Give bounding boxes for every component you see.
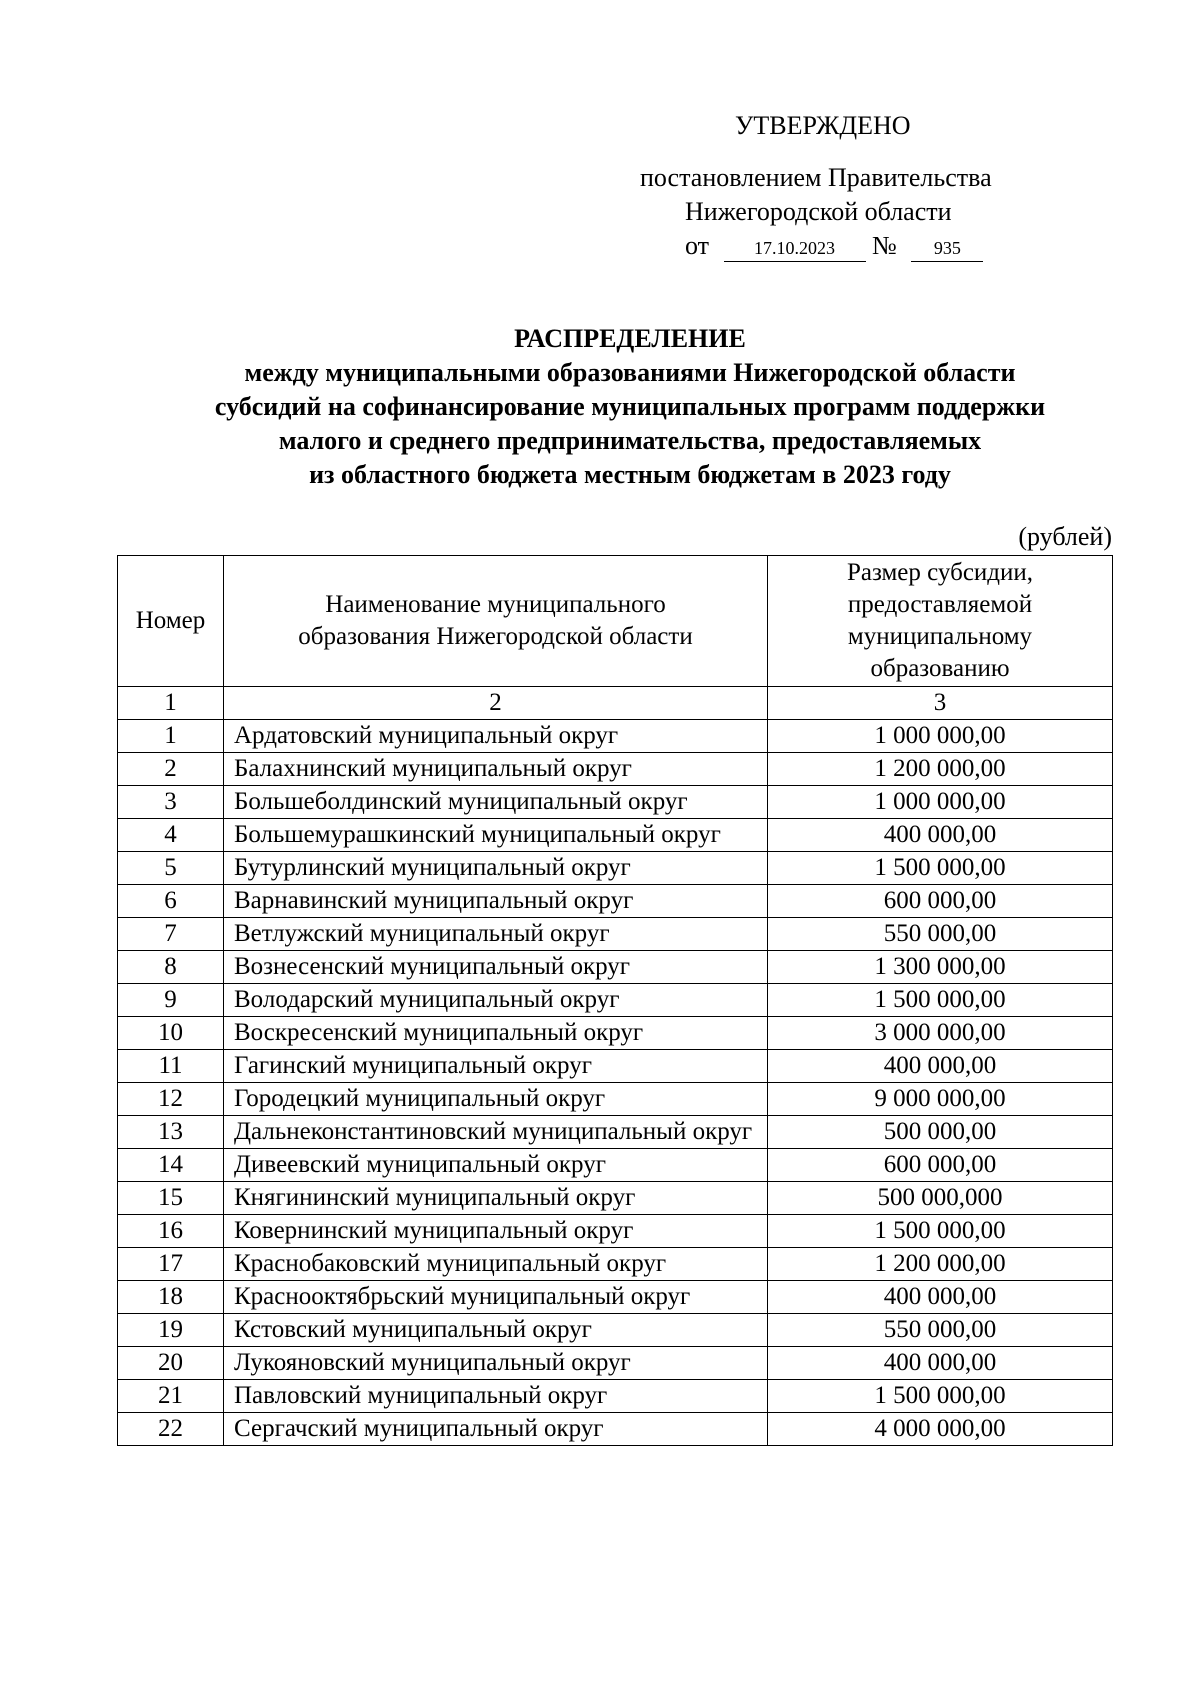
header-amount-text: Размер субсидии, предоставляемой муниципальному образованию (846, 559, 1034, 682)
row-amount: 400 000,00 (768, 1347, 1113, 1380)
header-name-text: Наименование муниципального образования Нижегородской области (298, 591, 693, 650)
row-number: 16 (118, 1215, 224, 1248)
table-row (118, 1017, 1113, 1050)
number-label: № (872, 231, 897, 260)
table-row (118, 1050, 1113, 1083)
row-municipality: Ардатовский муниципальный округ (224, 720, 768, 753)
column-index: 3 (768, 687, 1113, 720)
approval-line-1: постановлением Правительства (640, 163, 992, 192)
row-amount: 400 000,00 (768, 1281, 1113, 1314)
row-municipality: Ковернинский муниципальный округ (224, 1215, 768, 1248)
units-label: (рублей) (1018, 522, 1112, 551)
table-row (118, 1314, 1113, 1347)
row-amount: 600 000,00 (768, 1149, 1113, 1182)
approval-date-line (685, 228, 983, 264)
row-amount: 500 000,00 (768, 1116, 1113, 1149)
approval-number: 935 (911, 235, 983, 262)
table-row (118, 885, 1113, 918)
table-row (118, 1413, 1113, 1446)
table-row (118, 753, 1113, 786)
document-title (100, 322, 1160, 492)
table-row (118, 1149, 1113, 1182)
header-number: Номер (118, 556, 224, 687)
row-number: 6 (118, 885, 224, 918)
row-number: 20 (118, 1347, 224, 1380)
table-row (118, 1116, 1113, 1149)
row-municipality: Сергачский муниципальный округ (224, 1413, 768, 1446)
row-number: 8 (118, 951, 224, 984)
row-number: 12 (118, 1083, 224, 1116)
table-row (118, 1380, 1113, 1413)
table-row (118, 1083, 1113, 1116)
column-index: 2 (224, 687, 768, 720)
row-amount: 1 000 000,00 (768, 720, 1113, 753)
row-number: 19 (118, 1314, 224, 1347)
header-amount (768, 556, 1113, 687)
row-municipality: Варнавинский муниципальный округ (224, 885, 768, 918)
header-name (224, 556, 768, 687)
title-heading: РАСПРЕДЕЛЕНИЕ (514, 324, 746, 353)
row-number: 7 (118, 918, 224, 951)
row-amount: 1 500 000,00 (768, 1380, 1113, 1413)
row-municipality: Дальнеконстантиновский муниципальный округ (224, 1116, 768, 1149)
row-number: 4 (118, 819, 224, 852)
table-row (118, 1347, 1113, 1380)
title-line: субсидий на софинансирование муниципальных программ поддержки (214, 392, 1046, 421)
table-row (118, 1248, 1113, 1281)
row-number: 3 (118, 786, 224, 819)
row-number: 17 (118, 1248, 224, 1281)
row-number: 10 (118, 1017, 224, 1050)
subsidy-table (117, 555, 1113, 1446)
row-municipality: Гагинский муниципальный округ (224, 1050, 768, 1083)
row-number: 5 (118, 852, 224, 885)
table-row (118, 786, 1113, 819)
row-amount: 1 200 000,00 (768, 753, 1113, 786)
row-municipality: Дивеевский муниципальный округ (224, 1149, 768, 1182)
row-amount: 1 500 000,00 (768, 1215, 1113, 1248)
row-amount: 600 000,00 (768, 885, 1113, 918)
table-row (118, 918, 1113, 951)
row-amount: 1 500 000,00 (768, 852, 1113, 885)
row-municipality: Балахнинский муниципальный округ (224, 753, 768, 786)
table-row (118, 951, 1113, 984)
row-amount: 4 000 000,00 (768, 1413, 1113, 1446)
row-amount: 550 000,00 (768, 918, 1113, 951)
column-index-row (118, 687, 1113, 720)
title-line: между муниципальными образованиями Нижегородской области (244, 358, 1016, 387)
table-row (118, 819, 1113, 852)
row-municipality: Воскресенский муниципальный округ (224, 1017, 768, 1050)
title-line: малого и среднего предпринимательства, предоставляемых (278, 426, 982, 455)
row-municipality: Павловский муниципальный округ (224, 1380, 768, 1413)
row-municipality: Краснооктябрьский муниципальный округ (224, 1281, 768, 1314)
row-number: 21 (118, 1380, 224, 1413)
row-number: 15 (118, 1182, 224, 1215)
row-municipality: Кстовский муниципальный округ (224, 1314, 768, 1347)
row-amount: 1 300 000,00 (768, 951, 1113, 984)
row-municipality: Лукояновский муниципальный округ (224, 1347, 768, 1380)
row-municipality: Большеболдинский муниципальный округ (224, 786, 768, 819)
row-amount: 1 500 000,00 (768, 984, 1113, 1017)
row-number: 1 (118, 720, 224, 753)
title-line: из областного бюджета местным бюджетам в 2023 году (309, 460, 951, 489)
row-amount: 1 200 000,00 (768, 1248, 1113, 1281)
row-number: 9 (118, 984, 224, 1017)
row-number: 2 (118, 753, 224, 786)
from-label: от (685, 231, 710, 260)
row-number: 18 (118, 1281, 224, 1314)
table-body (118, 720, 1113, 1446)
approval-line-2: Нижегородской области (685, 197, 952, 226)
table-row (118, 1215, 1113, 1248)
header-row (118, 556, 1113, 687)
row-municipality: Княгининский муниципальный округ (224, 1182, 768, 1215)
row-municipality: Бутурлинский муниципальный округ (224, 852, 768, 885)
row-number: 14 (118, 1149, 224, 1182)
column-index: 1 (118, 687, 224, 720)
table-row (118, 720, 1113, 753)
approval-stamp: УТВЕРЖДЕНО (735, 111, 911, 140)
row-municipality: Володарский муниципальный округ (224, 984, 768, 1017)
row-amount: 400 000,00 (768, 819, 1113, 852)
row-amount: 550 000,00 (768, 1314, 1113, 1347)
row-municipality: Ветлужский муниципальный округ (224, 918, 768, 951)
table-row (118, 984, 1113, 1017)
table-row (118, 852, 1113, 885)
table-row (118, 1182, 1113, 1215)
row-amount: 500 000,000 (768, 1182, 1113, 1215)
row-amount: 400 000,00 (768, 1050, 1113, 1083)
row-municipality: Краснобаковский муниципальный округ (224, 1248, 768, 1281)
row-municipality: Вознесенский муниципальный округ (224, 951, 768, 984)
table-row (118, 1281, 1113, 1314)
row-number: 13 (118, 1116, 224, 1149)
row-amount: 9 000 000,00 (768, 1083, 1113, 1116)
approval-date: 17.10.2023 (724, 235, 866, 262)
row-municipality: Городецкий муниципальный округ (224, 1083, 768, 1116)
row-amount: 1 000 000,00 (768, 786, 1113, 819)
row-municipality: Большемурашкинский муниципальный округ (224, 819, 768, 852)
row-number: 22 (118, 1413, 224, 1446)
row-number: 11 (118, 1050, 224, 1083)
row-amount: 3 000 000,00 (768, 1017, 1113, 1050)
